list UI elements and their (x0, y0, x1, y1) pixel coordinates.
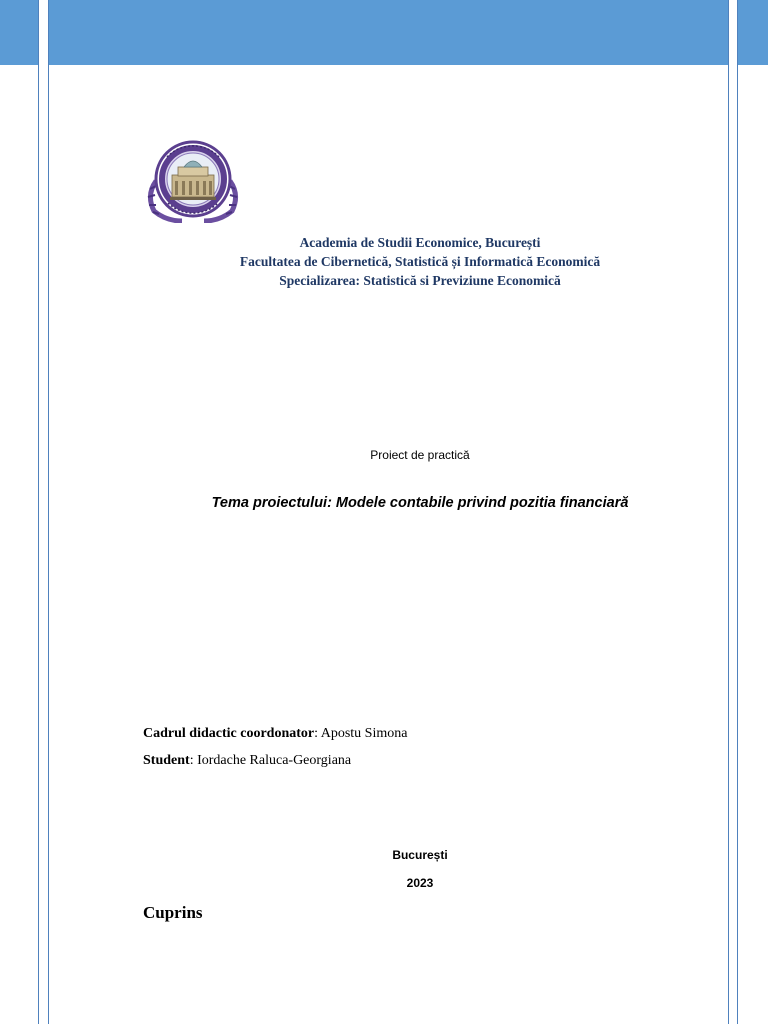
page-border-left-inner (48, 0, 49, 1024)
coordinator-row (143, 726, 407, 742)
year: 2023 (406, 876, 434, 890)
student-label: Student (143, 753, 190, 768)
header-band (49, 0, 728, 65)
project-theme: Tema proiectului: Modele contabile privind pozitia financiară (211, 495, 629, 511)
project-kind: Proiect de practică (370, 448, 470, 462)
coordinator-label: Cadrul didactic coordonator (143, 726, 315, 741)
page-border-right-outer (737, 0, 738, 1024)
page-border-right-inner (728, 0, 729, 1024)
faculty-name: Facultatea de Cibernetică, Statistică și Informatică Economică (239, 254, 601, 269)
coordinator-name: : Apostu Simona (314, 726, 408, 741)
header-band-left (0, 0, 38, 65)
header-band-right (737, 0, 768, 65)
student-name: : Iordache Raluca-Georgiana (189, 753, 352, 768)
page-border-left-outer (38, 0, 39, 1024)
student-row (143, 753, 351, 769)
academy-name: Academia de Studii Economice, București (299, 235, 541, 250)
specialization-name: Specializarea: Statistică si Previziune Economică (279, 273, 561, 288)
university-seal-icon (142, 137, 244, 223)
city: București (392, 848, 448, 862)
institution-block (120, 233, 720, 290)
toc-heading: Cuprins (143, 903, 203, 922)
